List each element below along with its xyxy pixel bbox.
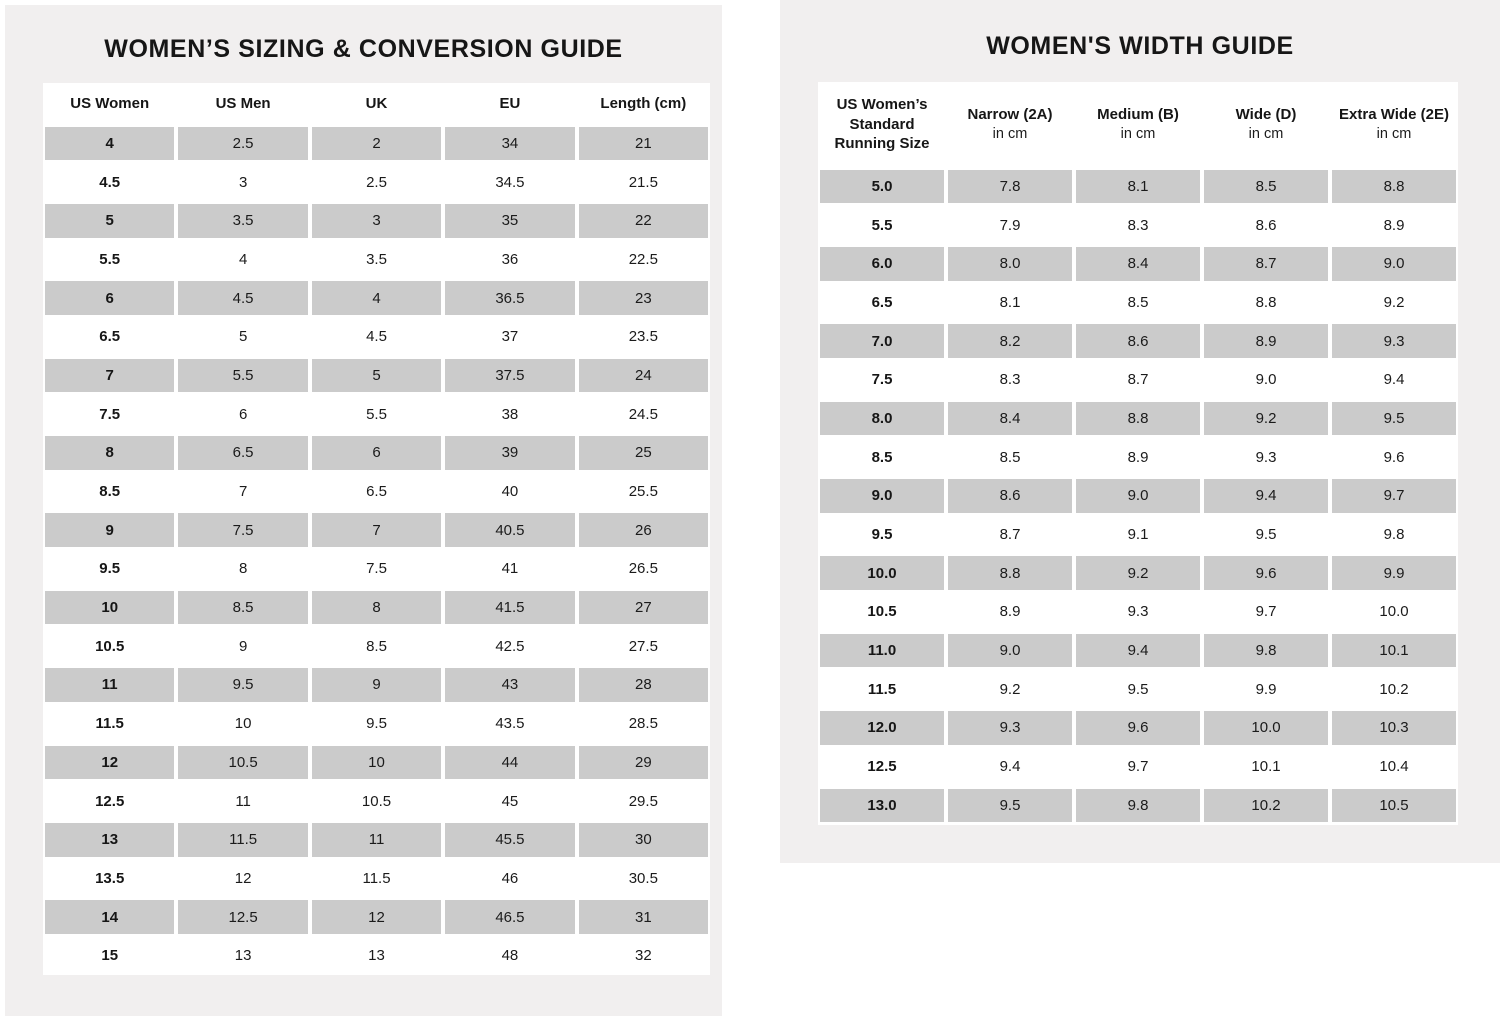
- column-header: [1204, 105, 1328, 143]
- table-cell: 9.6: [1204, 556, 1328, 590]
- table-cell: 8.5: [1127, 293, 1149, 311]
- table-row: [818, 477, 1458, 516]
- table-cell: 23: [579, 281, 708, 315]
- table-row: [43, 782, 710, 821]
- column-header-line: in cm: [992, 125, 1028, 142]
- table-cell: 10.1: [1332, 634, 1456, 668]
- sizing-guide-title: WOMEN’S SIZING & CONVERSION GUIDE: [104, 35, 623, 63]
- table-row: [818, 283, 1458, 322]
- table-cell: 11: [235, 792, 251, 810]
- table-cell: 6: [45, 281, 174, 315]
- table-cell: 43.5: [495, 715, 525, 733]
- table-row: [43, 395, 710, 434]
- table-row: [43, 356, 710, 395]
- table-cell: 9.9: [1332, 556, 1456, 590]
- column-header-line: in cm: [1376, 125, 1412, 142]
- table-cell: 37: [501, 328, 519, 346]
- table-cell: 10.5: [867, 603, 897, 621]
- table-cell: 3: [238, 173, 248, 191]
- table-cell: 7.5: [366, 560, 387, 578]
- table-cell: 8.9: [1204, 324, 1328, 358]
- table-cell: 3.5: [178, 204, 307, 238]
- table-cell: 9.6: [1383, 448, 1405, 466]
- table-cell: 9.2: [1204, 402, 1328, 436]
- table-cell: 9.0: [1255, 371, 1277, 389]
- table-cell: 7: [238, 483, 248, 501]
- table-row: [818, 670, 1458, 709]
- table-row: [818, 747, 1458, 786]
- table-cell: 11.5: [95, 715, 124, 733]
- table-cell: 8.5: [871, 448, 893, 466]
- table-cell: 36.5: [445, 281, 574, 315]
- table-cell: 9.3: [1332, 324, 1456, 358]
- column-header-line: Narrow (2A): [967, 106, 1053, 124]
- column-header-line: Medium (B): [1097, 106, 1179, 124]
- table-cell: 7.0: [820, 324, 944, 358]
- sizing-conversion-panel: [5, 5, 722, 1016]
- table-cell: 8.8: [1076, 402, 1200, 436]
- table-row: [43, 936, 710, 975]
- table-cell: 46.5: [445, 900, 574, 934]
- table-cell: 8.0: [820, 402, 944, 436]
- table-cell: 8.5: [99, 483, 121, 501]
- table-cell: 39: [445, 436, 574, 470]
- table-cell: 43: [445, 668, 574, 702]
- table-cell: 48: [501, 947, 519, 965]
- table-cell: 29.5: [628, 792, 658, 810]
- table-cell: 8.4: [948, 402, 1072, 436]
- table-cell: 22.5: [628, 250, 658, 268]
- column-header: [312, 94, 441, 114]
- table-cell: 9.5: [366, 715, 387, 733]
- table-cell: 8.4: [1076, 247, 1200, 281]
- table-cell: 9.7: [1332, 479, 1456, 513]
- table-cell: 6.5: [871, 293, 893, 311]
- table-cell: 9.5: [1255, 526, 1277, 544]
- table-cell: 2.5: [366, 173, 387, 191]
- table-cell: 9.6: [1076, 711, 1200, 745]
- table-cell: 25.5: [628, 483, 658, 501]
- table-cell: 9.5: [178, 668, 307, 702]
- table-cell: 11: [45, 668, 174, 702]
- table-cell: 6.5: [178, 436, 307, 470]
- table-cell: 10: [312, 746, 441, 780]
- table-row: [43, 279, 710, 318]
- table-cell: 2: [312, 127, 441, 161]
- column-header-line: Extra Wide (2E): [1339, 106, 1449, 124]
- table-row: [818, 322, 1458, 361]
- table-cell: 9.3: [1127, 603, 1149, 621]
- table-row: [43, 743, 710, 782]
- table-cell: 44: [445, 746, 574, 780]
- table-cell: 40.5: [445, 513, 574, 547]
- table-cell: 34.5: [495, 173, 525, 191]
- table-cell: 9.5: [871, 526, 893, 544]
- table-cell: 8.6: [1255, 216, 1277, 234]
- table-cell: 13: [368, 947, 385, 965]
- table-cell: 9.9: [1255, 680, 1277, 698]
- table-cell: 28.5: [628, 715, 658, 733]
- table-row: [43, 666, 710, 705]
- table-body: [43, 124, 710, 975]
- table-cell: 4: [45, 127, 174, 161]
- table-cell: 10: [45, 591, 174, 625]
- table-cell: 35: [445, 204, 574, 238]
- table-cell: 5.5: [871, 216, 893, 234]
- table-cell: 6.0: [820, 247, 944, 281]
- column-header: [579, 94, 708, 114]
- table-body: [818, 167, 1458, 825]
- table-cell: 4.5: [366, 328, 387, 346]
- table-row: [43, 472, 710, 511]
- table-cell: 10.5: [1332, 789, 1456, 823]
- table-cell: 8.3: [999, 371, 1021, 389]
- width-guide-title: WOMEN'S WIDTH GUIDE: [986, 32, 1294, 60]
- table-cell: 30.5: [628, 869, 658, 887]
- table-cell: 7.9: [999, 216, 1021, 234]
- table-cell: 8.2: [948, 324, 1072, 358]
- table-cell: 5.5: [178, 359, 307, 393]
- table-cell: 9.5: [1127, 680, 1149, 698]
- table-cell: 46: [501, 869, 519, 887]
- table-cell: 37.5: [445, 359, 574, 393]
- table-cell: 8: [238, 560, 248, 578]
- table-row: [43, 124, 710, 163]
- table-cell: 11.5: [362, 869, 391, 887]
- table-cell: 25: [579, 436, 708, 470]
- table-cell: 7.5: [178, 513, 307, 547]
- table-cell: 15: [101, 947, 119, 965]
- table-cell: 38: [501, 405, 519, 423]
- table-cell: 9.2: [1383, 293, 1405, 311]
- table-cell: 10.5: [178, 746, 307, 780]
- table-row: [43, 434, 710, 473]
- table-cell: 8: [312, 591, 441, 625]
- column-header-line: US Women’s: [836, 96, 928, 114]
- table-cell: 42.5: [495, 637, 525, 655]
- table-cell: 10.5: [361, 792, 392, 810]
- table-cell: 12: [312, 900, 441, 934]
- table-cell: 6: [238, 405, 248, 423]
- table-cell: 7.5: [871, 371, 893, 389]
- table-cell: 24.5: [628, 405, 658, 423]
- table-cell: 13: [234, 947, 252, 965]
- table-cell: 21: [579, 127, 708, 161]
- table-cell: 7.5: [99, 405, 121, 423]
- table-cell: 9: [45, 513, 174, 547]
- table-cell: 10.2: [1379, 680, 1409, 698]
- table-row: [43, 163, 710, 202]
- column-header: [178, 94, 307, 114]
- column-header-line: UK: [365, 94, 388, 112]
- column-header: [45, 94, 174, 114]
- table-row: [818, 786, 1458, 825]
- table-cell: 9.0: [820, 479, 944, 513]
- table-cell: 6.5: [366, 483, 387, 501]
- table-header-row: [818, 82, 1458, 167]
- column-header-line: Standard: [849, 115, 915, 133]
- table-row: [43, 511, 710, 550]
- table-cell: 27.5: [628, 637, 658, 655]
- table-row: [818, 593, 1458, 632]
- table-cell: 3: [312, 204, 441, 238]
- column-header-line: in cm: [1248, 125, 1284, 142]
- table-cell: 12: [234, 869, 252, 887]
- table-row: [818, 438, 1458, 477]
- table-cell: 28: [579, 668, 708, 702]
- table-cell: 6: [312, 436, 441, 470]
- table-cell: 10.2: [1204, 789, 1328, 823]
- table-cell: 10: [234, 715, 252, 733]
- table-cell: 9.4: [999, 758, 1021, 776]
- column-header: [1076, 105, 1200, 143]
- table-cell: 10.4: [1379, 758, 1409, 776]
- table-cell: 8.9: [1127, 448, 1149, 466]
- table-row: [818, 515, 1458, 554]
- table-cell: 12.5: [867, 758, 897, 776]
- table-cell: 10.3: [1332, 711, 1456, 745]
- table-cell: 4.5: [99, 173, 121, 191]
- table-row: [43, 820, 710, 859]
- table-cell: 11.0: [820, 634, 944, 668]
- table-cell: 8.9: [1383, 216, 1405, 234]
- table-cell: 32: [634, 947, 652, 965]
- table-cell: 8.5: [1204, 170, 1328, 204]
- table-cell: 24: [579, 359, 708, 393]
- table-cell: 9.7: [1127, 758, 1149, 776]
- column-header-line: Wide (D): [1235, 106, 1297, 124]
- table-cell: 31: [579, 900, 708, 934]
- table-cell: 7: [312, 513, 441, 547]
- table-cell: 13: [45, 823, 174, 857]
- table-cell: 9.5: [99, 560, 121, 578]
- column-header: [445, 94, 574, 114]
- table-cell: 11.5: [867, 680, 897, 698]
- column-header: [1332, 105, 1456, 143]
- table-cell: 9.5: [948, 789, 1072, 823]
- table-cell: 10.5: [95, 637, 125, 655]
- table-cell: 9.3: [948, 711, 1072, 745]
- table-cell: 9.1: [1127, 526, 1149, 544]
- table-cell: 27: [579, 591, 708, 625]
- table-row: [818, 167, 1458, 206]
- table-cell: 10.0: [1379, 603, 1409, 621]
- table-row: [43, 201, 710, 240]
- table-cell: 11.5: [178, 823, 307, 857]
- table-cell: 11: [312, 823, 441, 857]
- table-cell: 5: [45, 204, 174, 238]
- table-cell: 4: [312, 281, 441, 315]
- table-cell: 8.5: [366, 637, 387, 655]
- table-cell: 8.6: [1076, 324, 1200, 358]
- column-header-line: in cm: [1120, 125, 1156, 142]
- table-cell: 10.0: [1204, 711, 1328, 745]
- table-cell: 9.3: [1255, 448, 1277, 466]
- table-cell: 8.1: [999, 293, 1021, 311]
- width-guide-panel: [780, 0, 1500, 863]
- table-cell: 12: [45, 746, 174, 780]
- table-cell: 8.9: [999, 603, 1021, 621]
- table-header-row: [43, 83, 710, 124]
- table-cell: 41: [501, 560, 519, 578]
- table-row: [818, 631, 1458, 670]
- table-cell: 10.0: [820, 556, 944, 590]
- table-cell: 5: [238, 328, 248, 346]
- table-cell: 9.5: [1332, 402, 1456, 436]
- table-cell: 5.5: [366, 405, 387, 423]
- table-cell: 36: [501, 250, 519, 268]
- column-header-line: US Men: [215, 94, 271, 112]
- table-row: [43, 588, 710, 627]
- table-cell: 40: [501, 483, 519, 501]
- table-cell: 9.7: [1255, 603, 1277, 621]
- column-header-line: US Women: [70, 94, 150, 112]
- sizing-conversion-table: [43, 83, 710, 975]
- table-row: [43, 550, 710, 589]
- table-cell: 26.5: [628, 560, 658, 578]
- table-row: [43, 240, 710, 279]
- table-row: [43, 627, 710, 666]
- table-cell: 7.8: [948, 170, 1072, 204]
- table-cell: 9.4: [1076, 634, 1200, 668]
- table-cell: 8.8: [948, 556, 1072, 590]
- table-cell: 8.3: [1127, 216, 1149, 234]
- table-cell: 22: [579, 204, 708, 238]
- table-cell: 4: [238, 250, 248, 268]
- table-cell: 8.0: [948, 247, 1072, 281]
- table-cell: 8.7: [999, 526, 1021, 544]
- column-header-line: EU: [499, 94, 521, 112]
- table-cell: 7: [45, 359, 174, 393]
- table-cell: 26: [579, 513, 708, 547]
- table-cell: 21.5: [628, 173, 658, 191]
- table-cell: 9: [312, 668, 441, 702]
- table-cell: 45: [501, 792, 519, 810]
- table-cell: 10.1: [1251, 758, 1281, 776]
- table-cell: 9: [238, 637, 248, 655]
- table-cell: 3.5: [366, 250, 387, 268]
- table-row: [43, 898, 710, 937]
- table-cell: 9.2: [1076, 556, 1200, 590]
- table-row: [818, 206, 1458, 245]
- table-row: [43, 317, 710, 356]
- table-cell: 8.7: [1127, 371, 1149, 389]
- table-row: [43, 704, 710, 743]
- table-cell: 5: [312, 359, 441, 393]
- table-cell: 8.8: [1332, 170, 1456, 204]
- table-row: [818, 399, 1458, 438]
- table-cell: 8.8: [1255, 293, 1277, 311]
- table-cell: 9.2: [999, 680, 1021, 698]
- table-cell: 4.5: [178, 281, 307, 315]
- table-cell: 2.5: [178, 127, 307, 161]
- table-cell: 14: [45, 900, 174, 934]
- table-cell: 12.5: [178, 900, 307, 934]
- table-cell: 9.0: [1332, 247, 1456, 281]
- table-cell: 8: [45, 436, 174, 470]
- table-cell: 23.5: [628, 328, 658, 346]
- table-cell: 8.5: [178, 591, 307, 625]
- table-cell: 9.8: [1204, 634, 1328, 668]
- table-cell: 45.5: [445, 823, 574, 857]
- table-cell: 6.5: [99, 328, 121, 346]
- table-cell: 13.0: [820, 789, 944, 823]
- column-header-line: Length (cm): [600, 94, 687, 112]
- table-row: [818, 709, 1458, 748]
- column-header-line: Running Size: [834, 135, 930, 153]
- table-cell: 41.5: [445, 591, 574, 625]
- width-guide-table: [818, 82, 1458, 825]
- table-cell: 9.8: [1383, 526, 1405, 544]
- table-cell: 9.8: [1076, 789, 1200, 823]
- table-cell: 9.0: [948, 634, 1072, 668]
- table-cell: 5.5: [99, 250, 121, 268]
- table-cell: 8.5: [999, 448, 1021, 466]
- table-row: [818, 360, 1458, 399]
- table-cell: 12.5: [95, 792, 125, 810]
- table-cell: 12.0: [820, 711, 944, 745]
- table-row: [818, 244, 1458, 283]
- table-cell: 29: [579, 746, 708, 780]
- table-cell: 5.0: [820, 170, 944, 204]
- table-cell: 13.5: [95, 869, 125, 887]
- table-cell: 34: [445, 127, 574, 161]
- column-header: [820, 95, 944, 154]
- table-cell: 30: [579, 823, 708, 857]
- table-cell: 9.0: [1076, 479, 1200, 513]
- table-cell: 9.4: [1204, 479, 1328, 513]
- column-header: [948, 105, 1072, 143]
- table-cell: 8.6: [948, 479, 1072, 513]
- table-cell: 9.4: [1383, 371, 1405, 389]
- table-cell: 8.7: [1204, 247, 1328, 281]
- table-row: [818, 554, 1458, 593]
- table-cell: 8.1: [1076, 170, 1200, 204]
- table-row: [43, 859, 710, 898]
